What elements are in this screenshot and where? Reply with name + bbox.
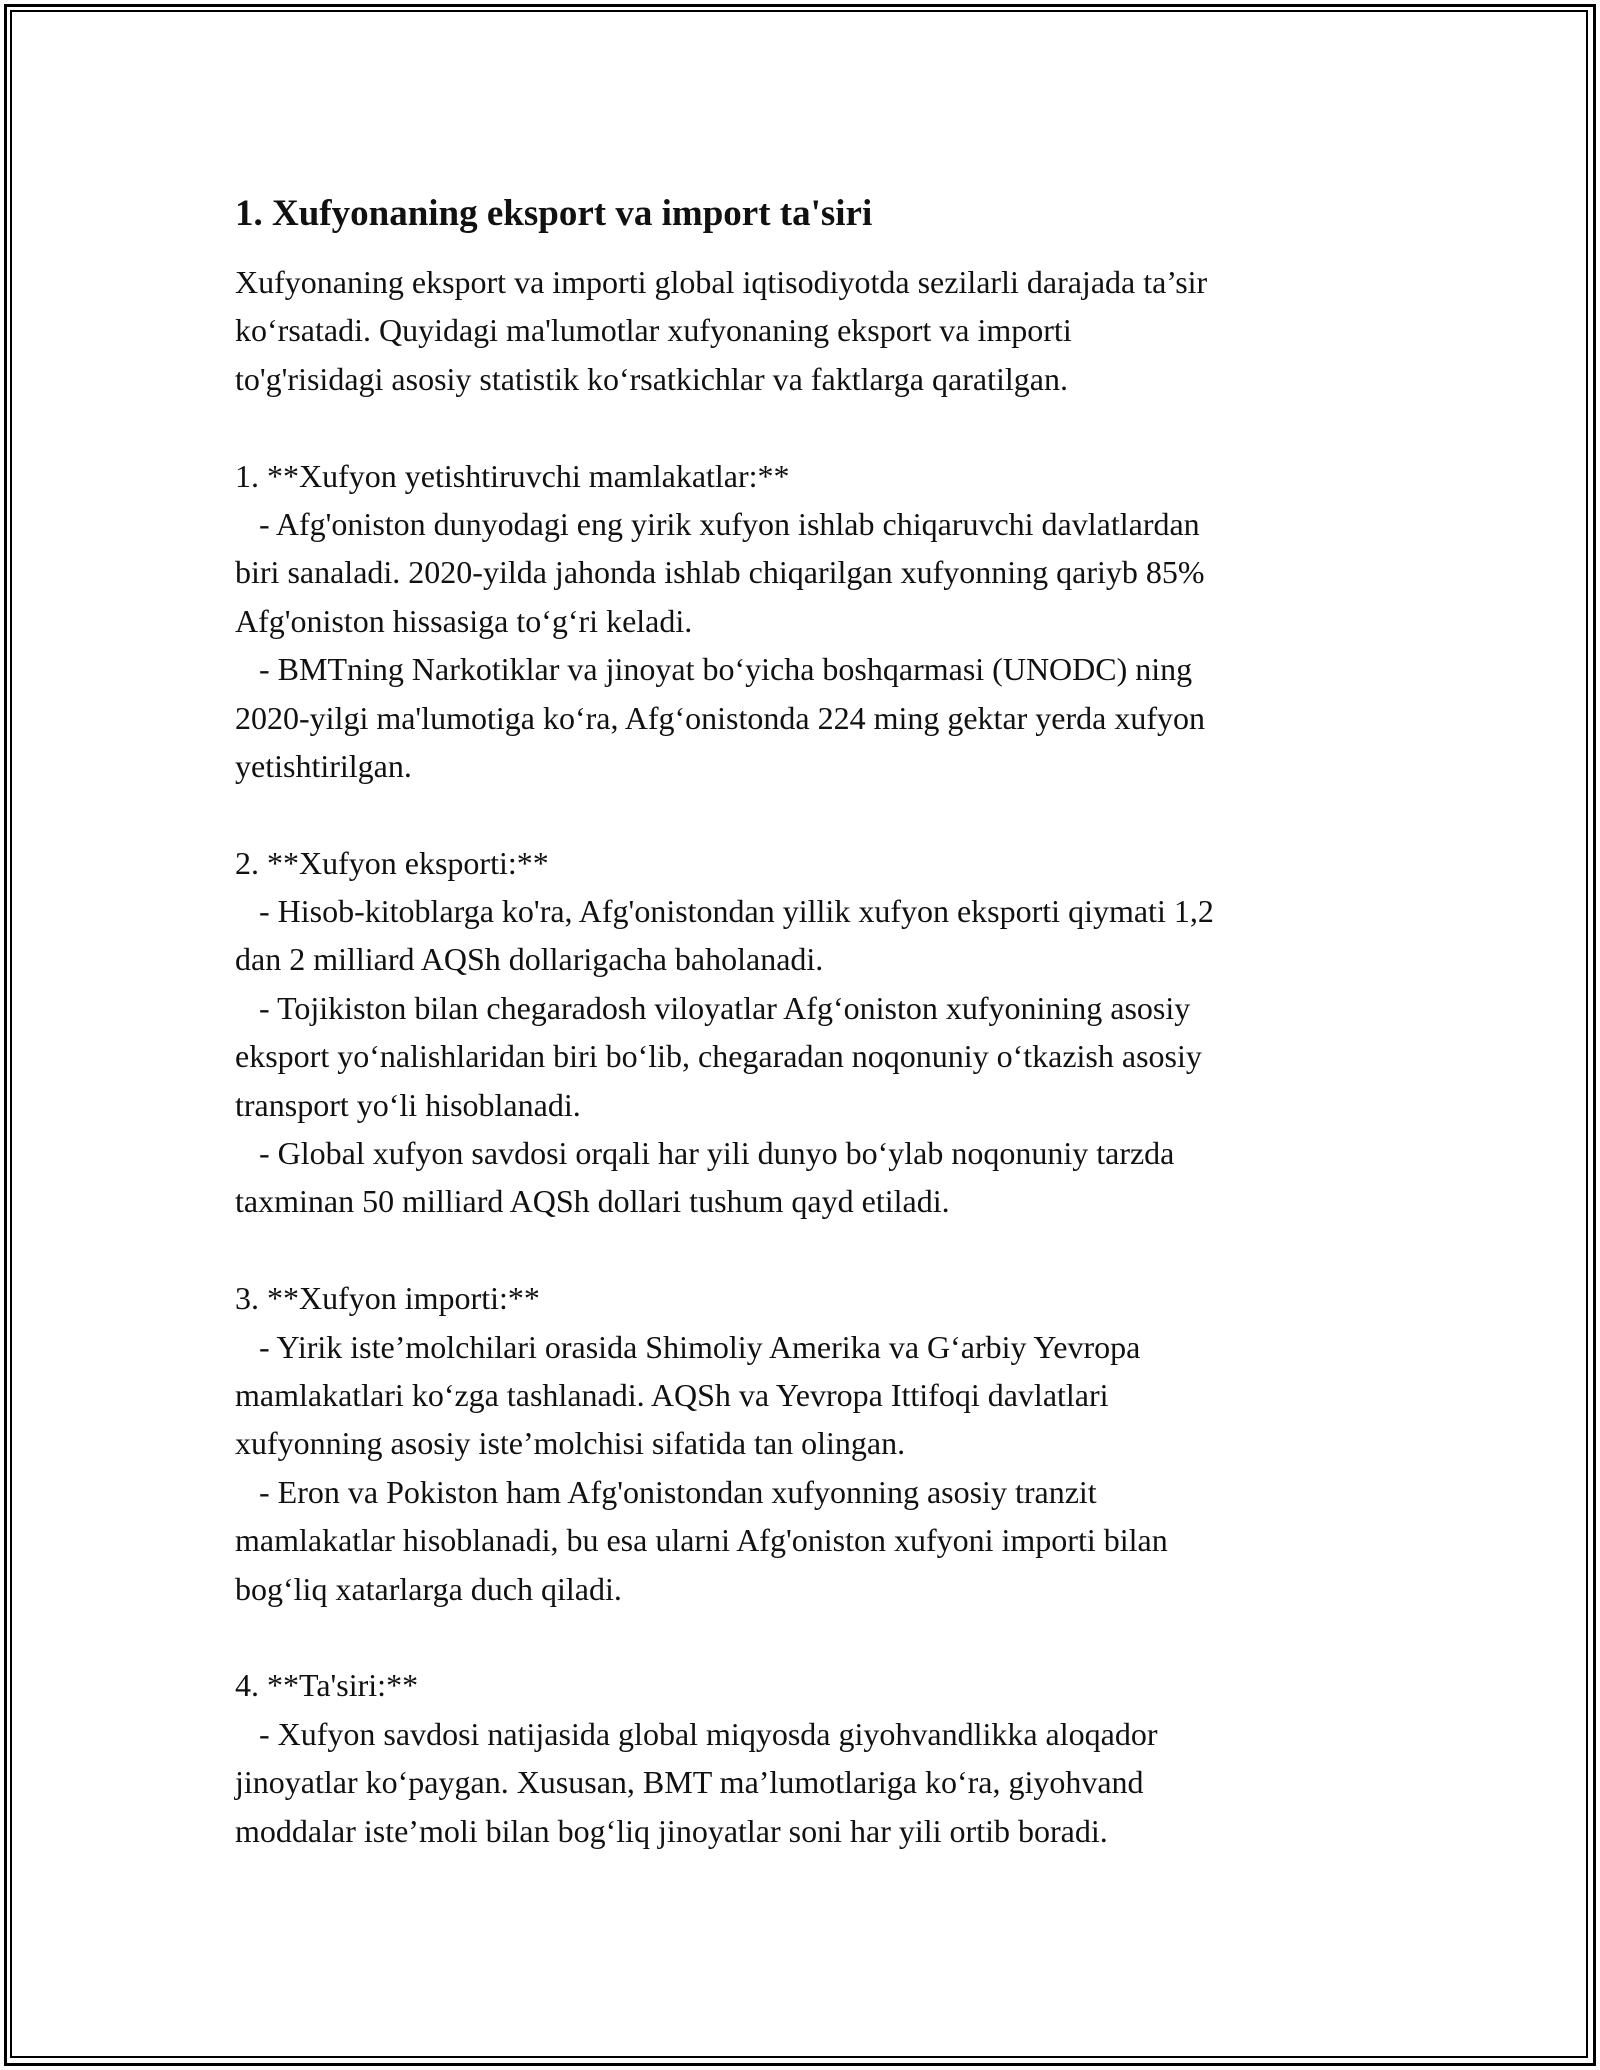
section-import — [235, 1274, 1385, 1613]
section-line: mamlakatlari ko‘zga tashlanadi. AQSh va Yevropa Ittifoqi davlatlari — [235, 1376, 1109, 1413]
section-line: jinoyatlar ko‘paygan. Xususan, BMT ma’lumotlariga ko‘ra, giyohvand — [235, 1764, 1144, 1801]
spacer — [235, 790, 1385, 838]
section-line: taxminan 50 milliard AQSh dollari tushum qayd etiladi. — [235, 1183, 950, 1220]
section-line: - Yirik iste’molchilari orasida Shimoliy Amerika va G‘arbiy Yevropa — [235, 1328, 1141, 1365]
section-line: transport yo‘li hisoblanadi. — [235, 1086, 581, 1123]
section-title: 3. **Xufyon importi:** — [235, 1280, 540, 1317]
section-line: - Eron va Pokiston ham Afg'onistondan xufyonning asosiy tranzit — [235, 1473, 1097, 1510]
section-impact — [235, 1661, 1385, 1855]
intro-line: to'g'risidagi asosiy statistik ko‘rsatkichlar va faktlarga qaratilgan. — [235, 360, 1068, 397]
spacer — [235, 1226, 1385, 1274]
section-line: biri sanaladi. 2020-yilda jahonda ishlab chiqarilgan xufyonning qariyb 85% — [235, 554, 1205, 591]
section-line: Afg'oniston hissasiga to‘g‘ri keladi. — [235, 602, 693, 639]
section-line: moddalar iste’moli bilan bog‘liq jinoyatlar soni har yili ortib boradi. — [235, 1812, 1108, 1849]
section-line: - Afg'oniston dunyodagi eng yirik xufyon ishlab chiqaruvchi davlatlardan — [235, 505, 1200, 542]
section-line: - Xufyon savdosi natijasida global miqyosda giyohvandlikka aloqador — [235, 1715, 1158, 1752]
section-line: - Global xufyon savdosi orqali har yili dunyo bo‘ylab noqonuniy tarzda — [235, 1135, 1175, 1172]
spacer — [235, 1613, 1385, 1661]
section-line: dan 2 milliard AQSh dollarigacha baholanadi. — [235, 941, 824, 978]
section-line: - Hisob-kitoblarga ko'ra, Afg'onistondan yillik xufyon eksporti qiymati 1,2 — [235, 893, 1214, 930]
section-line: 2020-yilgi ma'lumotiga ko‘ra, Afg‘onistonda 224 ming gektar yerda xufyon — [235, 699, 1206, 736]
section-export — [235, 839, 1385, 1226]
section-line: bog‘liq xatarlarga duch qiladi. — [235, 1570, 622, 1607]
document-body — [235, 190, 1385, 1855]
section-title: 2. **Xufyon eksporti:** — [235, 844, 549, 881]
intro-paragraph — [235, 258, 1385, 403]
intro-line: Xufyonaning eksport va importi global iqtisodiyotda sezilarli darajada ta’sir — [235, 264, 1208, 300]
spacer — [235, 403, 1385, 451]
section-line: mamlakatlar hisoblanadi, bu esa ularni Afg'oniston xufyoni importi bilan — [235, 1522, 1168, 1559]
section-title: 1. **Xufyon yetishtiruvchi mamlakatlar:** — [235, 457, 790, 494]
page-title: 1. Xufyonaning eksport va import ta'siri — [235, 193, 873, 234]
section-title: 4. **Ta'siri:** — [235, 1667, 419, 1704]
section-line: eksport yo‘nalishlaridan biri bo‘lib, chegaradan noqonuniy o‘tkazish asosiy — [235, 1038, 1202, 1075]
section-line: - Tojikiston bilan chegaradosh viloyatlar Afg‘oniston xufyonining asosiy — [235, 989, 1191, 1026]
section-line: yetishtirilgan. — [235, 747, 412, 784]
intro-line: ko‘rsatadi. Quyidagi ma'lumotlar xufyonaning eksport va importi — [235, 312, 1072, 349]
section-line: xufyonning asosiy iste’molchisi sifatida tan olingan. — [235, 1425, 906, 1462]
section-producers — [235, 452, 1385, 791]
section-line: - BMTning Narkotiklar va jinoyat bo‘yicha boshqarmasi (UNODC) ning — [235, 651, 1193, 688]
